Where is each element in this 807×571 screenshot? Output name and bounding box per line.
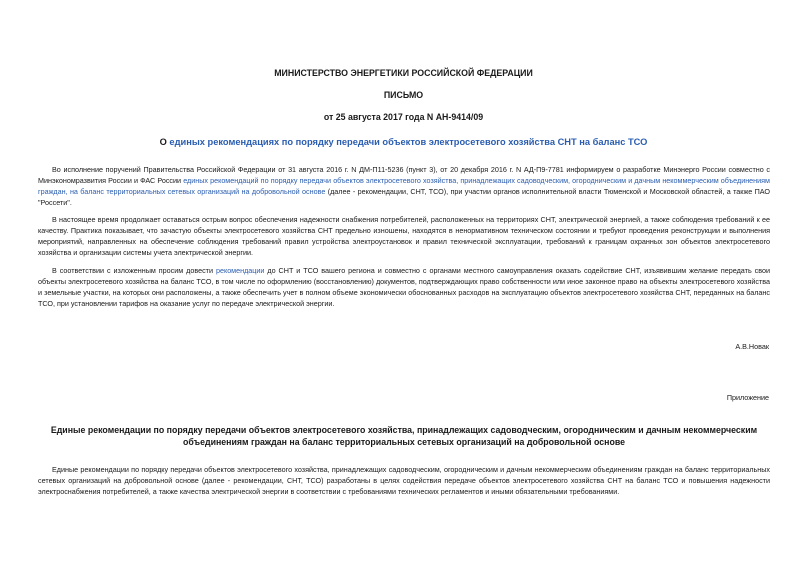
recommendations-link-1[interactable]: единых рекомендаций по порядку передачи объектов электросетевого хозяйства, принадлежащих садоводческим, огородническим и дачным некоммерческим объединениям граждан, на баланс территориальных сетевых организаций на добровольной основе (38, 175, 770, 196)
document-date-number: от 25 августа 2017 года N АН-9414/09 (323, 112, 484, 122)
paragraph-2 (38, 215, 770, 259)
appendix-paragraph (38, 465, 770, 498)
paragraph-3-text-b: до СНТ и ТСО вашего региона и совместно с органами местного самоуправления оказать содействие СНТ, изъявившим желание передать свои объекты электросетевого хозяйства на баланс ТСО, в том числе по оформлению (восстановлению) документов, подтверждающих право собственности или иное законное право на объекты электросетевого хозяйства и земельные участки, на которых они расположены, а также обеспечить учет в полном объеме экономически обоснованных расходов на эксплуатацию объектов электросетевого хозяйства СНТ, переданных на баланс ТСО, при установлении тарифов на оказание услуг по передаче электрической энергии. (38, 266, 770, 308)
paragraph-1-text-b: (далее - рекомендации, СНТ, ТСО), при участии органов исполнительной власти Тюменской и Московской областей, а также ПАО "Россети". (38, 186, 770, 207)
paragraph-2-text: В настоящее время продолжает оставаться острым вопрос обеспечения надежности снабжения потребителей, расположенных на территориях СНТ, электрической энергией, а также соблюдения требований к ее качеству. Практика показывает, что зачастую объекты электросетевого хозяйства СНТ предельно изношены, находятся в ненормативном техническом состоянии и требуют проведения реконструкции и выполнения мероприятий, направленных на обеспечение соблюдения требований правил устройства электроустановок и правил технической эксплуатации, требований к границам охранных зон объектов электросетевого хозяйства и организации системы учета электрической энергии. (38, 215, 770, 257)
appendix-title: Единые рекомендации по порядку передачи объектов электросетевого хозяйства, принадлежащих садоводческим, огородническим и дачным некоммерческим объединениям граждан на баланс территориальных сетевых организаций на добровольной основе (50, 425, 758, 447)
appendix-paragraph-text: Единые рекомендации по порядку передачи объектов электросетевого хозяйства, принадлежащих садоводческим, огородническим и дачным некоммерческим объединениям граждан на баланс территориальных сетевых организаций на добровольной основе (далее - рекомендации, СНТ, ТСО) разработаны в целях содействия передаче объектов электросетевого хозяйства СНТ на баланс ТСО и повышения надежности электроснабжения потребителей, а также качества электрической энергии в соответствии с требованиями технических регламентов и иными обязательными требованиями. (38, 465, 770, 496)
title-prefix: О (159, 137, 170, 147)
appendix-label: Приложение (726, 393, 769, 402)
signature: А.В.Новак (735, 342, 769, 351)
paragraph-1 (38, 165, 770, 209)
ministry-heading: МИНИСТЕРСТВО ЭНЕРГЕТИКИ РОССИЙСКОЙ ФЕДЕРАЦИИ (274, 68, 533, 78)
document-title (0, 137, 807, 147)
recommendations-link-2[interactable]: рекомендации (215, 266, 265, 275)
title-link[interactable]: единых рекомендациях по порядку передачи объектов электросетевого хозяйства СНТ на баланс ТСО (169, 137, 648, 147)
paragraph-3-text-a: В соответствии с изложенным просим довести (52, 266, 216, 275)
paragraph-3 (38, 266, 770, 310)
paragraph-1-text-a: Во исполнение поручений Правительства Российской Федерации от 31 августа 2016 г. N ДМ-П11-5236 (пункт 3), от 20 декабря 2016 г. N АД-П9-7781 информируем о разработке Минэнерго России совместно с Минэкономразвития России и ФАС России (38, 165, 770, 185)
document-type: ПИСЬМО (383, 90, 424, 100)
